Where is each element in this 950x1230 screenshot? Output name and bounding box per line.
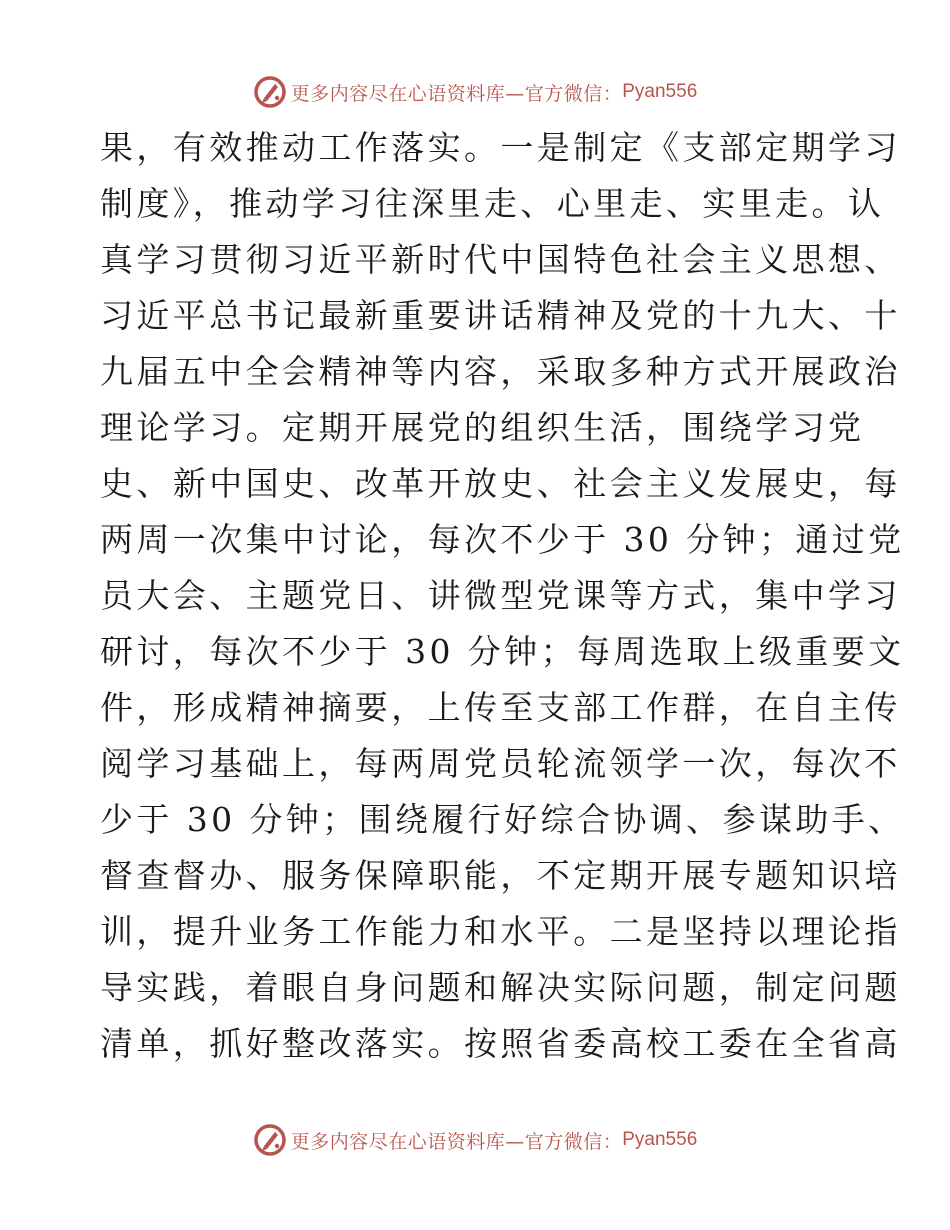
text-line: 清单，抓好整改落实。按照省委高校工委在全省高 — [100, 1024, 901, 1063]
text-line: 员大会、主题党日、讲微型党课等方式，集中学习 — [100, 576, 901, 615]
header-watermark — [0, 72, 950, 112]
watermark-text: 更多内容尽在心语资料库—官方微信： — [290, 1130, 623, 1153]
text-line: 件，形成精神摘要，上传至支部工作群，在自主传 — [100, 688, 901, 727]
text-line: 制度》，推动学习往深里走、心里走、实里走。认 — [100, 184, 885, 223]
footer-watermark — [0, 1120, 950, 1160]
text-line: 史、新中国史、改革开放史、社会主义发展史，每 — [100, 464, 901, 503]
watermark-handle: Pyan556 — [622, 1129, 698, 1150]
logo-icon — [253, 75, 287, 109]
text-line: 少于 30 分钟；围绕履行好综合协调、参谋助手、 — [100, 800, 905, 839]
text-line: 督查督办、服务保障职能，不定期开展专题知识培 — [100, 856, 901, 895]
watermark-handle: Pyan556 — [622, 81, 698, 102]
text-line: 训，提升业务工作能力和水平。二是坚持以理论指 — [100, 912, 901, 951]
text-line: 两周一次集中讨论，每次不少于 30 分钟；通过党 — [100, 520, 905, 559]
text-line: 九届五中全会精神等内容，采取多种方式开展政治 — [100, 352, 901, 391]
text-line: 习近平总书记最新重要讲话精神及党的十九大、十 — [100, 296, 901, 335]
text-line: 阅学习基础上，每两周党员轮流领学一次，每次不 — [100, 744, 901, 783]
text-line: 理论学习。定期开展党的组织生活，围绕学习党 — [100, 408, 865, 447]
text-line: 真学习贯彻习近平新时代中国特色社会主义思想、 — [100, 240, 901, 279]
logo-icon — [253, 1123, 287, 1157]
text-line: 研讨，每次不少于 30 分钟；每周选取上级重要文 — [100, 632, 905, 671]
text-line: 果，有效推动工作落实。一是制定《支部定期学习 — [100, 128, 901, 167]
text-line: 导实践，着眼自身问题和解决实际问题，制定问题 — [100, 968, 901, 1007]
watermark-text: 更多内容尽在心语资料库—官方微信： — [290, 82, 623, 105]
